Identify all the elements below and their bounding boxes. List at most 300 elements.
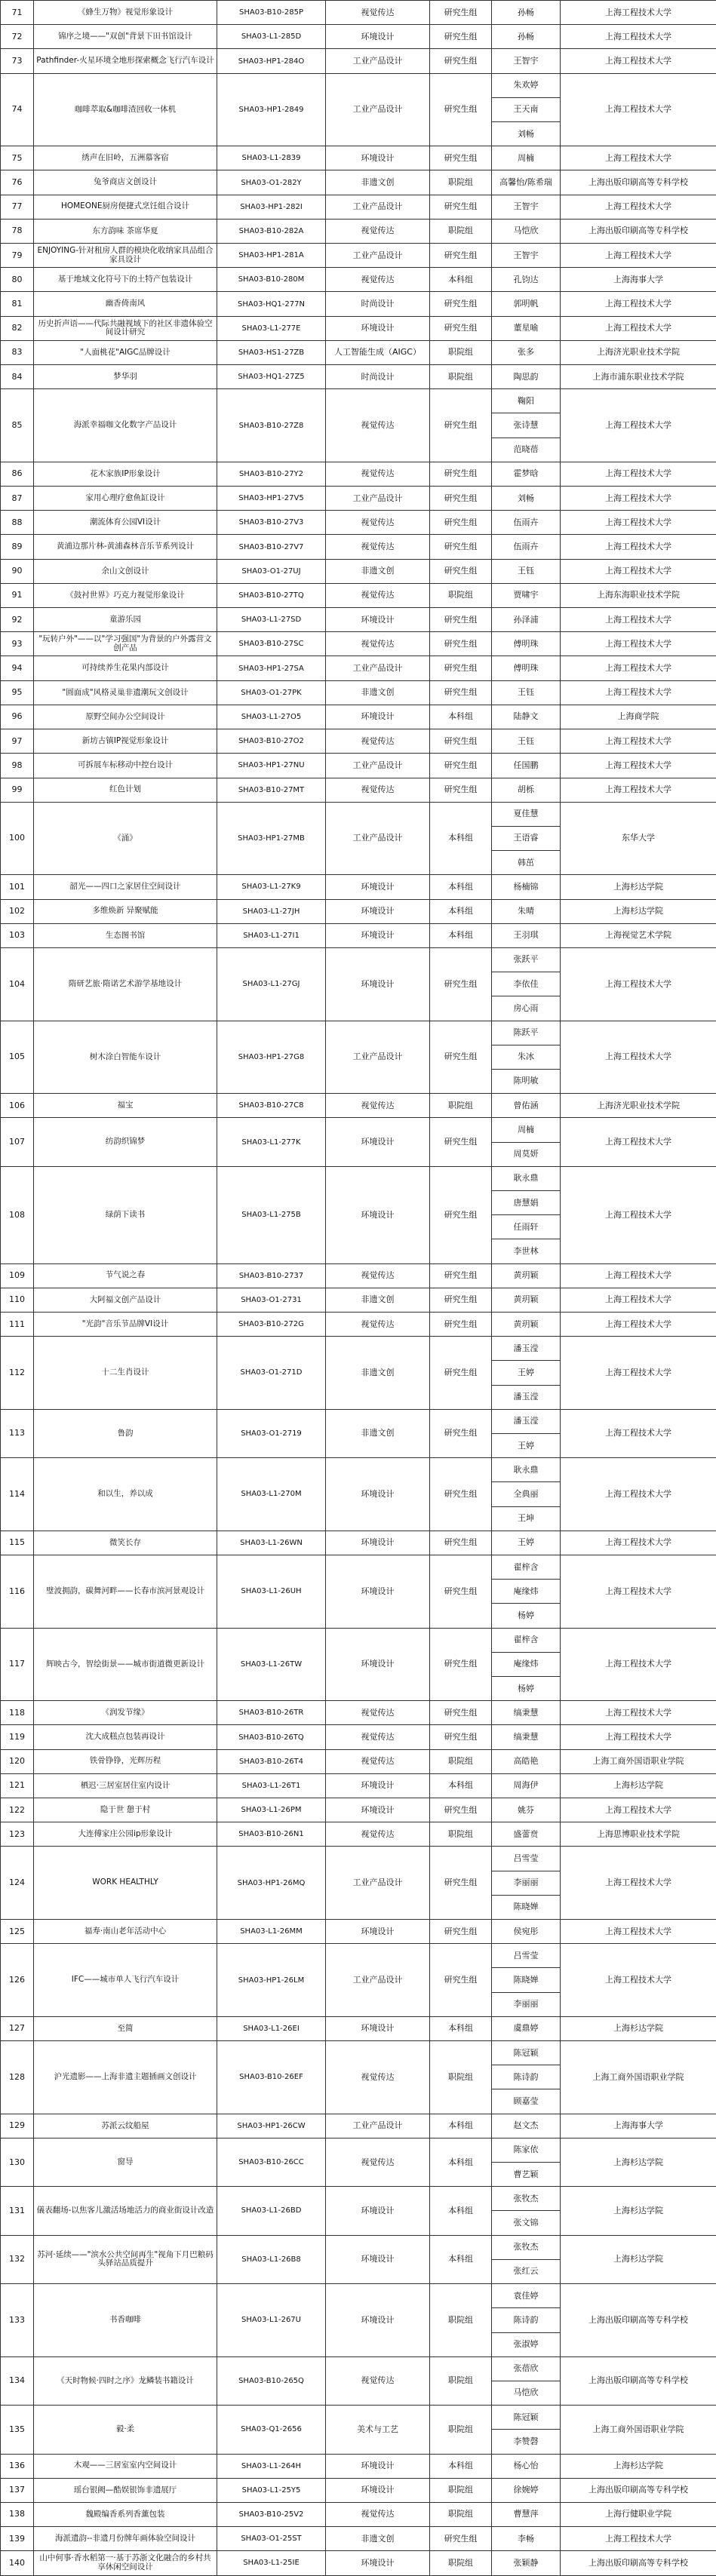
work-code: SHA03-B10-27SC xyxy=(217,632,326,656)
row-number: 101 xyxy=(1,875,34,899)
entry-group: 职院组 xyxy=(430,583,492,607)
author-name: 李丽丽 xyxy=(492,1992,561,2016)
work-title: 基于地域文化符号下的土特产包装设计 xyxy=(34,268,217,292)
work-title: "玩转户外"——以"学习强国"为背景的户外露营文创产品 xyxy=(34,632,217,656)
author-name: 夏佳慧 xyxy=(492,802,561,826)
entry-group: 本科组 xyxy=(430,899,492,923)
entry-group: 本科组 xyxy=(430,2235,492,2283)
school-name: 上海工程技术大学 xyxy=(561,292,716,316)
work-category: 视觉传达 xyxy=(326,1822,430,1847)
work-title: 《蜂生万物》视觉形象设计 xyxy=(34,1,217,25)
work-category: 工业产品设计 xyxy=(326,1944,430,2017)
work-code: SHA03-L1-270M xyxy=(217,1458,326,1531)
work-code: SHA03-L1-26TW xyxy=(217,1628,326,1701)
row-number: 73 xyxy=(1,49,34,73)
work-category: 工业产品设计 xyxy=(326,1847,430,1920)
school-name: 上海东海职业技术学院 xyxy=(561,583,716,607)
row-number: 122 xyxy=(1,1798,34,1822)
entry-group: 研究生组 xyxy=(430,656,492,680)
school-name: 上海工程技术大学 xyxy=(561,1628,716,1701)
school-name: 上海工程技术大学 xyxy=(561,1263,716,1288)
author-name: 李世林 xyxy=(492,1239,561,1263)
entry-group: 研究生组 xyxy=(430,1312,492,1336)
work-title: 毅·柔 xyxy=(34,2406,217,2454)
row-number: 78 xyxy=(1,219,34,243)
table-row xyxy=(1,1531,716,1555)
table-row xyxy=(1,899,716,923)
work-code: SHA03-B10-25V2 xyxy=(217,2502,326,2526)
work-title: 花木家族IP形象设计 xyxy=(34,462,217,486)
author-name: 曾佑涵 xyxy=(492,1094,561,1118)
work-title: 兔爷商店文创设计 xyxy=(34,170,217,195)
author-name: 张跃平 xyxy=(492,947,561,972)
row-number: 105 xyxy=(1,1021,34,1094)
work-category: 视觉传达 xyxy=(326,2041,430,2114)
author-name: 耿永鼎 xyxy=(492,1458,561,1482)
work-category: 环境设计 xyxy=(326,25,430,49)
row-number: 116 xyxy=(1,1555,34,1629)
table-row xyxy=(1,1021,716,1045)
table-row xyxy=(1,705,716,729)
table-row xyxy=(1,1555,716,1580)
row-number: 97 xyxy=(1,729,34,754)
row-number: 76 xyxy=(1,170,34,195)
entry-group: 研究生组 xyxy=(430,146,492,170)
work-code: SHA03-O1-271D xyxy=(217,1337,326,1410)
school-name: 上海工程技术大学 xyxy=(561,1118,716,1166)
work-code: SHA03-HQ1-277N xyxy=(217,292,326,316)
work-code: SHA03-HP1-26CW xyxy=(217,2114,326,2138)
row-number: 117 xyxy=(1,1628,34,1701)
work-category: 环境设计 xyxy=(326,1531,430,1555)
row-number: 88 xyxy=(1,511,34,535)
table-row xyxy=(1,1822,716,1847)
work-title: 木观——三居室室内空间设计 xyxy=(34,2454,217,2478)
work-code: SHA03-L1-25Y5 xyxy=(217,2478,326,2502)
work-category: 工业产品设计 xyxy=(326,1021,430,1094)
table-row xyxy=(1,292,716,316)
table-row xyxy=(1,947,716,972)
work-title: 辉映古今，智绘街景——城市街道微更新设计 xyxy=(34,1628,217,1701)
work-category: 非遗文创 xyxy=(326,559,430,583)
work-code: SHA03-B10-27C8 xyxy=(217,1094,326,1118)
entry-group: 本科组 xyxy=(430,2114,492,2138)
work-title: 潮流体育公园VI设计 xyxy=(34,511,217,535)
row-number: 123 xyxy=(1,1822,34,1847)
school-name: 上海杉达学院 xyxy=(561,1773,716,1798)
work-category: 工业产品设计 xyxy=(326,2114,430,2138)
author-name: 张蓓欣 xyxy=(492,2356,561,2381)
entry-group: 研究生组 xyxy=(430,462,492,486)
work-category: 视觉传达 xyxy=(326,1263,430,1288)
entry-group: 研究生组 xyxy=(430,1288,492,1312)
school-name: 上海工程技术大学 xyxy=(561,1,716,25)
row-number: 103 xyxy=(1,923,34,947)
work-title: 锦序之境——"双创"背景下田书馆设计 xyxy=(34,25,217,49)
row-number: 125 xyxy=(1,1920,34,1944)
work-code: SHA03-HP1-27SA xyxy=(217,656,326,680)
work-title: 沈大成糕点包装再设计 xyxy=(34,1725,217,1749)
author-name: 张红云 xyxy=(492,2259,561,2283)
entry-group: 本科组 xyxy=(430,923,492,947)
entry-group: 职院组 xyxy=(430,2551,492,2575)
author-name: 陈明敏 xyxy=(492,1069,561,1093)
row-number: 132 xyxy=(1,2235,34,2283)
entry-group: 研究生组 xyxy=(430,1944,492,2017)
work-title: 大阿福文创产品设计 xyxy=(34,1288,217,1312)
entry-group: 职院组 xyxy=(430,2406,492,2454)
work-title: 隋研艺旅·隋诺艺术游学基地设计 xyxy=(34,947,217,1021)
work-code: SHA03-B10-26N1 xyxy=(217,1822,326,1847)
work-code: SHA03-B10-26TQ xyxy=(217,1725,326,1749)
author-name: 房心雨 xyxy=(492,996,561,1021)
entry-group: 本科组 xyxy=(430,2016,492,2040)
work-code: SHA03-O1-2719 xyxy=(217,1409,326,1457)
work-code: SHA03-L1-2839 xyxy=(217,146,326,170)
author-name: 王天南 xyxy=(492,97,561,121)
entry-group: 研究生组 xyxy=(430,1628,492,1701)
work-title: 原野空间办公空间设计 xyxy=(34,705,217,729)
school-name: 上海工程技术大学 xyxy=(561,195,716,219)
work-title: 瑶台银阙—酷娱银饰非遗展厅 xyxy=(34,2478,217,2502)
author-name: 王羽琪 xyxy=(492,923,561,947)
work-title: IFC——城市单人飞行汽车设计 xyxy=(34,1944,217,2017)
work-code: SHA03-L1-26PM xyxy=(217,1798,326,1822)
row-number: 108 xyxy=(1,1166,34,1263)
entry-group: 研究生组 xyxy=(430,947,492,1021)
entry-group: 研究生组 xyxy=(430,1701,492,1725)
work-code: SHA03-B10-27Y2 xyxy=(217,462,326,486)
row-number: 81 xyxy=(1,292,34,316)
author-name: 郭明帆 xyxy=(492,292,561,316)
work-category: 环境设计 xyxy=(326,899,430,923)
school-name: 上海工程技术大学 xyxy=(561,1312,716,1336)
table-row xyxy=(1,1944,716,1968)
school-name: 上海工程技术大学 xyxy=(561,1944,716,2017)
school-name: 上海工程技术大学 xyxy=(561,462,716,486)
author-name: 李丽丽 xyxy=(492,1871,561,1895)
author-name: 贾啸宇 xyxy=(492,583,561,607)
table-row xyxy=(1,1847,716,1871)
author-name: 陈家依 xyxy=(492,2138,561,2162)
work-category: 环境设计 xyxy=(326,608,430,632)
entry-group: 职院组 xyxy=(430,2284,492,2357)
table-row xyxy=(1,1118,716,1142)
author-name: 傅明珠 xyxy=(492,632,561,656)
school-name: 上海工商外国语职业学院 xyxy=(561,1749,716,1773)
author-name: 王钰 xyxy=(492,559,561,583)
school-name: 上海杉达学院 xyxy=(561,2454,716,2478)
author-name: 潘玉滢 xyxy=(492,1385,561,1409)
author-name: 胡栎 xyxy=(492,778,561,802)
school-name: 上海工程技术大学 xyxy=(561,49,716,73)
table-row xyxy=(1,73,716,97)
author-name: 翟梓含 xyxy=(492,1555,561,1580)
entry-group: 职院组 xyxy=(430,1094,492,1118)
author-name: 陶思韵 xyxy=(492,365,561,389)
work-category: 视觉传达 xyxy=(326,778,430,802)
table-row xyxy=(1,1312,716,1336)
entry-group: 研究生组 xyxy=(430,1409,492,1457)
work-category: 环境设计 xyxy=(326,316,430,340)
work-title: 黄浦边那片林-黄浦森林音乐节系列设计 xyxy=(34,535,217,559)
school-name: 上海杉达学院 xyxy=(561,2187,716,2235)
work-title: 余山文创设计 xyxy=(34,559,217,583)
table-row xyxy=(1,195,716,219)
work-code: SHA03-HP1-2849 xyxy=(217,73,326,146)
author-name: 王智宇 xyxy=(492,49,561,73)
author-name: 朱欢婷 xyxy=(492,73,561,97)
entry-group: 研究生组 xyxy=(430,195,492,219)
row-number: 140 xyxy=(1,2551,34,2575)
author-name: 马恺欣 xyxy=(492,219,561,243)
table-row xyxy=(1,1337,716,1361)
author-name: 赵文杰 xyxy=(492,2114,561,2138)
author-name: 陈晓婵 xyxy=(492,1968,561,1992)
work-category: 非遗文创 xyxy=(326,1409,430,1457)
author-name: 范晓蓓 xyxy=(492,438,561,462)
work-category: 时尚设计 xyxy=(326,365,430,389)
work-category: 非遗文创 xyxy=(326,170,430,195)
table-row xyxy=(1,2187,716,2211)
work-title: 东方韵味 茶席华夏 xyxy=(34,219,217,243)
table-row xyxy=(1,1773,716,1798)
row-number: 91 xyxy=(1,583,34,607)
table-row xyxy=(1,656,716,680)
work-code: SHA03-HP1-281A xyxy=(217,244,326,268)
table-row xyxy=(1,583,716,607)
row-number: 96 xyxy=(1,705,34,729)
row-number: 136 xyxy=(1,2454,34,2478)
table-row xyxy=(1,2114,716,2138)
work-code: SHA03-B10-26EF xyxy=(217,2041,326,2114)
row-number: 113 xyxy=(1,1409,34,1457)
work-title: 可拆展车标移动中控台设计 xyxy=(34,754,217,778)
school-name: 上海工程技术大学 xyxy=(561,1701,716,1725)
table-row xyxy=(1,535,716,559)
work-code: SHA03-B10-27V3 xyxy=(217,511,326,535)
work-title: 红色计划 xyxy=(34,778,217,802)
entry-group: 研究生组 xyxy=(430,1166,492,1263)
entry-group: 本科组 xyxy=(430,875,492,899)
work-category: 环境设计 xyxy=(326,2551,430,2575)
table-row xyxy=(1,49,716,73)
work-code: SHA03-B10-26T4 xyxy=(217,1749,326,1773)
table-row xyxy=(1,680,716,705)
work-title: 苏河·延续——"滨水公共空间再生"视角下月巴粮码头驿站品质提升 xyxy=(34,2235,217,2283)
author-name: 黄玥颖 xyxy=(492,1263,561,1288)
work-category: 视觉传达 xyxy=(326,1701,430,1725)
table-row xyxy=(1,219,716,243)
school-name: 上海市浦东职业技术学院 xyxy=(561,365,716,389)
author-name: 刘畅 xyxy=(492,122,561,146)
work-code: SHA03-L1-277E xyxy=(217,316,326,340)
work-category: 非遗文创 xyxy=(326,2527,430,2551)
entry-group: 职院组 xyxy=(430,2356,492,2405)
work-code: SHA03-L1-264H xyxy=(217,2454,326,2478)
row-number: 121 xyxy=(1,1773,34,1798)
school-name: 上海工程技术大学 xyxy=(561,632,716,656)
author-name: 陆静文 xyxy=(492,705,561,729)
entry-group: 职院组 xyxy=(430,365,492,389)
work-code: SHA03-B10-27MT xyxy=(217,778,326,802)
school-name: 上海工程技术大学 xyxy=(561,1288,716,1312)
entry-group: 研究生组 xyxy=(430,1725,492,1749)
work-category: 视觉传达 xyxy=(326,1312,430,1336)
table-row xyxy=(1,778,716,802)
school-name: 上海杉达学院 xyxy=(561,2016,716,2040)
school-name: 上海工程技术大学 xyxy=(561,1847,716,1920)
table-row xyxy=(1,389,716,413)
work-code: SHA03-L1-285D xyxy=(217,25,326,49)
row-number: 83 xyxy=(1,340,34,364)
school-name: 上海工程技术大学 xyxy=(561,1166,716,1263)
work-title: 生态图书馆 xyxy=(34,923,217,947)
school-name: 上海工商外国语职业学院 xyxy=(561,2406,716,2454)
entry-group: 研究生组 xyxy=(430,2527,492,2551)
work-category: 视觉传达 xyxy=(326,2356,430,2405)
table-row xyxy=(1,2551,716,2575)
school-name: 上海工程技术大学 xyxy=(561,25,716,49)
row-number: 130 xyxy=(1,2138,34,2186)
table-row xyxy=(1,1701,716,1725)
school-name: 上海工程技术大学 xyxy=(561,1725,716,1749)
author-name: 曹慧萍 xyxy=(492,2502,561,2526)
work-title: 可持续养生花果内部设计 xyxy=(34,656,217,680)
author-name: 姚芬 xyxy=(492,1798,561,1822)
table-row xyxy=(1,2454,716,2478)
school-name: 上海工程技术大学 xyxy=(561,511,716,535)
work-category: 工业产品设计 xyxy=(326,656,430,680)
author-name: 盛蕾贲 xyxy=(492,1822,561,1847)
work-category: 视觉传达 xyxy=(326,389,430,462)
author-name: 陈晓婵 xyxy=(492,1895,561,1919)
entry-group: 职院组 xyxy=(430,1749,492,1773)
author-name: 庵缘炜 xyxy=(492,1652,561,1676)
work-title: 梦华羽 xyxy=(34,365,217,389)
work-code: SHA03-HQ1-27Z5 xyxy=(217,365,326,389)
row-number: 118 xyxy=(1,1701,34,1725)
author-name: 翟梓含 xyxy=(492,1628,561,1652)
work-category: 环境设计 xyxy=(326,2187,430,2235)
school-name: 上海工程技术大学 xyxy=(561,389,716,462)
school-name: 上海工程技术大学 xyxy=(561,559,716,583)
author-name: 王婷 xyxy=(492,1531,561,1555)
author-name: 傅明珠 xyxy=(492,656,561,680)
school-name: 上海出版印刷高等专科学校 xyxy=(561,2551,716,2575)
entry-group: 职院组 xyxy=(430,170,492,195)
author-name: 刘畅 xyxy=(492,487,561,511)
author-name: 黄玥颖 xyxy=(492,1312,561,1336)
row-number: 127 xyxy=(1,2016,34,2040)
author-name: 潘玉滢 xyxy=(492,1337,561,1361)
work-category: 视觉传达 xyxy=(326,1725,430,1749)
row-number: 84 xyxy=(1,365,34,389)
author-name: 张牧杰 xyxy=(492,2235,561,2259)
school-name: 上海视觉艺术学院 xyxy=(561,923,716,947)
table-row xyxy=(1,170,716,195)
row-number: 94 xyxy=(1,656,34,680)
work-category: 视觉传达 xyxy=(326,729,430,754)
work-category: 环境设计 xyxy=(326,947,430,1021)
work-category: 视觉传达 xyxy=(326,535,430,559)
table-row xyxy=(1,2356,716,2381)
work-category: 工业产品设计 xyxy=(326,487,430,511)
author-name: 周海伊 xyxy=(492,1773,561,1798)
author-name: 高馨怡/陈希瑞 xyxy=(492,170,561,195)
work-title: 窗导 xyxy=(34,2138,217,2186)
work-code: SHA03-L1-27SD xyxy=(217,608,326,632)
work-category: 环境设计 xyxy=(326,1166,430,1263)
author-name: 唐慧娟 xyxy=(492,1190,561,1214)
author-name: 周楠 xyxy=(492,1118,561,1142)
entry-group: 研究生组 xyxy=(430,49,492,73)
school-name: 上海海事大学 xyxy=(561,268,716,292)
work-title: 和以生，养以成 xyxy=(34,1458,217,1531)
work-title: 绣声在旧岭，五洲慕客宿 xyxy=(34,146,217,170)
work-code: SHA03-L1-26WN xyxy=(217,1531,326,1555)
author-name: 董星喻 xyxy=(492,316,561,340)
work-code: SHA03-B10-26TR xyxy=(217,1701,326,1725)
work-title: 纺韵织锦梦 xyxy=(34,1118,217,1166)
row-number: 82 xyxy=(1,316,34,340)
author-name: 韩茁 xyxy=(492,851,561,875)
work-category: 环境设计 xyxy=(326,1458,430,1531)
author-name: 陈跃平 xyxy=(492,1021,561,1045)
work-code: SHA03-O1-27PK xyxy=(217,680,326,705)
entry-group: 职院组 xyxy=(430,2041,492,2114)
row-number: 109 xyxy=(1,1263,34,1288)
work-title: 咖啡萃取&咖啡渣回收一体机 xyxy=(34,73,217,146)
row-number: 100 xyxy=(1,802,34,875)
school-name: 上海行健职业学院 xyxy=(561,2502,716,2526)
work-category: 视觉传达 xyxy=(326,511,430,535)
author-name: 张诗慧 xyxy=(492,413,561,438)
entry-group: 本科组 xyxy=(430,2138,492,2186)
author-name: 李畅 xyxy=(492,2527,561,2551)
row-number: 107 xyxy=(1,1118,34,1166)
author-name: 任雨轩 xyxy=(492,1215,561,1239)
table-row xyxy=(1,462,716,486)
table-row xyxy=(1,802,716,826)
school-name: 上海工程技术大学 xyxy=(561,656,716,680)
work-code: SHA03-B10-280M xyxy=(217,268,326,292)
work-title: 多维焕新 异聚赋能 xyxy=(34,899,217,923)
row-number: 90 xyxy=(1,559,34,583)
school-name: 上海工程技术大学 xyxy=(561,316,716,340)
work-category: 环境设计 xyxy=(326,1555,430,1629)
work-code: SHA03-L1-27GJ xyxy=(217,947,326,1021)
work-code: SHA03-L1-26EI xyxy=(217,2016,326,2040)
author-name: 黄玥颖 xyxy=(492,1288,561,1312)
work-title: WORK HEALTHLY xyxy=(34,1847,217,1920)
table-row xyxy=(1,1725,716,1749)
school-name: 上海工程技术大学 xyxy=(561,754,716,778)
school-name: 上海工程技术大学 xyxy=(561,1920,716,1944)
table-row xyxy=(1,2502,716,2526)
row-number: 126 xyxy=(1,1944,34,2017)
author-name: 杨楠锦 xyxy=(492,875,561,899)
author-name: 李赞磬 xyxy=(492,2430,561,2454)
work-title: 璧波拥韵，碳舞河畔——长春市滨河景观设计 xyxy=(34,1555,217,1629)
school-name: 上海工程技术大学 xyxy=(561,73,716,146)
author-name: 周楠 xyxy=(492,146,561,170)
work-code: SHA03-B10-2737 xyxy=(217,1263,326,1288)
author-name: 陈诗韵 xyxy=(492,2065,561,2089)
work-category: 环境设计 xyxy=(326,1773,430,1798)
table-row xyxy=(1,608,716,632)
row-number: 119 xyxy=(1,1725,34,1749)
